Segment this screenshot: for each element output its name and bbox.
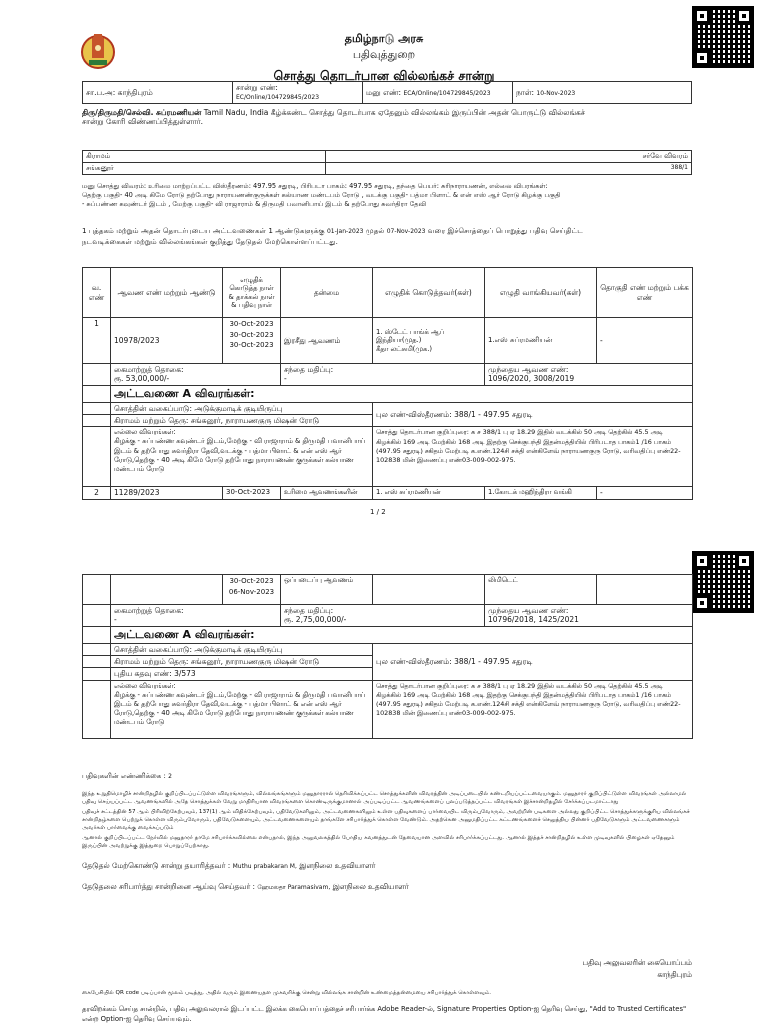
entry2-nature: உரிமை ஆவணங்களின்	[281, 487, 373, 499]
market-value: -	[284, 374, 287, 384]
entry2-claimants-cont: லிமிடெட்	[485, 575, 597, 605]
entry2-doc: 11289/2023	[111, 487, 223, 499]
survey-header: சர்வே விவரம்	[326, 151, 692, 163]
entry1-claimants: 1.எஸ் சுப்ரமணியன்	[485, 318, 597, 364]
date-label: நாள்:	[516, 87, 535, 97]
entry1-doc: 10978/2023	[111, 318, 223, 364]
record-count-label: பதிவுகளின் எண்ணிக்கை :	[82, 772, 166, 780]
disclaimer-paragraph: பதிவுச் சட்டத்தின் 57 ஆம் பிரிவிற்கேற்பவும், 137(1) ஆம் விதிக்கேற்பவும், பதிவேடுகளிலும், அட்டவணைகளிலும் உள்ள பதிவுகளைப் பார்வையிட விரும்புவோரும், அவற்றின் படிகளை அல்லது குறிப்பிட்ட சொத்துக்களுக்குரிய வில்லங்கச் சான்றிதழ்களை பெற்றுக் கொள்ள விரும்புவோரும், பதிவேடுகளையும், அட்டவணைகளையும் தாங்களே சரிபார்த்துக் கொள்ள வேண்டும். அதற்கென அனுமதிப்பட்ட கட்டணங்களைச் செலுத்திய பின்னர் பதிவேடுகளும் அட்டவணைகளும் அவர்கள் பார்வைக்கு வைக்கப்படும்	[82, 809, 690, 832]
office-name: சா.ப.அ: காந்திபுரம்	[83, 82, 233, 104]
verified-label: தேடுதலை சரிபார்த்து சான்றினை ஆய்வு செய்தவர் :	[82, 882, 256, 891]
survey-extent: புல எண்-விஸ்தீரணம்: 388/1 - 497.95 சதுரடி	[373, 402, 693, 427]
prepared-title: இளநிலை உதவியாளர்	[299, 861, 376, 870]
record-count-value: 2	[168, 773, 172, 780]
entry2-date: 30-Oct-2023	[229, 577, 274, 585]
prepared-label: தேடுதல் மேற்கொண்டு சான்று தயாரித்தவர் :	[82, 861, 231, 870]
page-number: 1 / 2	[370, 508, 386, 516]
prev-doc-value: 1096/2020, 3008/2019	[488, 374, 575, 384]
property-description-line: தெற்கு பகுதி- 40 அடி கிமே ரோடு தற்போது நாராயணண்குருக்கள் கல்யாண மண்டபம் ரோடு , வடக்கு பகுதி- பத்மா பிளாட் & என் எஸ் ஆர் ரோடு கிழக்கு பகுதி	[82, 191, 561, 200]
intro-text-line2: சான்று கோரி விண்ணப்பித்துள்ளார்.	[82, 117, 204, 127]
header-government: தமிழ்நாடு அரசு	[344, 32, 424, 45]
prop-type: சொத்தின் வகைப்பாடு: அடுக்குமாடிக் குடியிருப்பு	[111, 402, 373, 414]
col-executants: எழுதிக் கொடுத்தவர்(கள்)	[373, 268, 485, 318]
property-description-line: மனு சொத்து விவரம்: உரிமை மாற்றப்பட்ட விஸ்தீரணம்: 497.95 சதுரடி, பிரிபடா பாகம்: 497.95 சதுரடி, தந்தை பெயர்: சுரிநாராயணன், எல்லை விபரங்கள்:	[82, 182, 548, 190]
meta-table	[82, 81, 692, 104]
market-label: சந்தை மதிப்பு:	[284, 365, 334, 374]
property-remarks: சொத்து தொடர்பான குறிப்புரை: க ச 388/1 பு ஏ 18.29 இதில் வடக்கில் 50 அடி தெற்கில் 45.5 அடி கிழக்கில் 169 அடி மேற்கில் 168 அடி இதற்கு செக்குபந்தி இதன்மத்தியில் பிரிபடாத பாகம்1 /16 பாகம் (497.95 சதுரடி) சகிதம் மேற்படி க.எண்.124சி சக்தி என்கிளேவ் நாராயணகுரு ரோடு, வரிவதிப்பு எண்22-102838 மின் இணைப்பு எண்03-009-002-975.	[373, 427, 693, 487]
entry2-executants: 1. எஸ் சுப்ரமணியன்	[373, 487, 485, 499]
survey-extent: புல எண்-விஸ்தீரணம்: 388/1 - 497.95 சதுரடி	[373, 643, 693, 680]
prev-doc-label: முந்தைய ஆவண எண்:	[488, 365, 569, 374]
period-line2: நடவடிக்கைகள் மற்றும் வில்லங்கங்கள் குறித்து தேடுதல் மேற்கொள்ளப்பட்டது.	[82, 236, 338, 246]
verified-name: ஹேமலதா Paramasivam,	[257, 884, 331, 891]
market-label: சந்தை மதிப்பு:	[284, 606, 334, 615]
boundaries: எல்லை விவரங்கள்: கிழக்கு - சுப்பண்ண கவுண்டர் இடம்,மேற்கு - வி ராஜாராம் & திருமதி பவானிபாய் இடம் & தற்போது சுவர்திரா தேவி,வடக்கு - பத்மா பிளாட் & என் எஸ் ஆர் ரோடு,தெற்கு - 40 அடி கிமே ரோடு தற்போது நாராயணண் குருக்கள் கல்யாண மண்டபம் ரோடு	[111, 427, 373, 487]
search-period	[82, 226, 692, 247]
app-no: ECA/Online/104729845/2023	[403, 89, 491, 97]
entry2-nature-cont: ஒப்படைப்பு ஆவணம்	[281, 575, 373, 605]
cert-no: EC/Online/104729845/2023	[236, 94, 320, 102]
signature-block	[540, 958, 692, 980]
qr-note: கைபேசியில் QR code படிப்பான் மூலம் படித்து, அதில் வரும் இணையதள முகவரிக்கு சென்று வில்லங்க சான்றின் உண்மைத்தன்மையை சரிபார்த்துக் கொள்ளவும்.	[82, 990, 491, 996]
record-count	[82, 772, 172, 781]
property-description-line: - சுப்பண்ண கவுண்டர் இடம் , மேற்கு பகுதி- வி ராஜாராம் & திருமதி பவானிபாய் இடம் & தற்போது சுவர்திரா தேவி	[82, 200, 427, 209]
signature-place: காந்திபுரம்	[657, 970, 692, 980]
qr-code-icon	[692, 551, 754, 613]
entry1-sno: 1	[83, 318, 111, 364]
entry1-volume: -	[597, 318, 693, 364]
app-no-label: மனு எண்:	[366, 87, 402, 97]
disclaimer	[82, 790, 692, 850]
verified-title: இளநிலை உதவியாளர்	[332, 882, 409, 891]
header-department: பதிவுத்துறை	[352, 47, 416, 61]
consideration-label: கைமாற்றுத் தொகை:	[114, 606, 184, 615]
entry1-date: 30-Oct-2023	[229, 320, 274, 328]
verified-by	[82, 882, 409, 892]
property-description	[82, 182, 692, 210]
entry1-date: 30-Oct-2023	[229, 330, 274, 339]
property-remarks: சொத்து தொடர்பான குறிப்புரை: க ச 388/1 பு ஏ 18.29 இதில் வடக்கில் 50 அடி தெற்கில் 45.5 அடி கிழக்கில் 169 அடி மேற்கில் 168 அடி இதற்கு செக்குபந்தி இதன்மத்தியில் பிரிபடாத பாகம்1 /16 பாகம் (497.95 சதுரடி) சகிதம் மேற்படி க.எண்.124சி சக்தி என்கிளேவ் நாராயணகுரு ரோடு, வரிவதிப்பு எண்22-102838 மின் இணைப்பு எண்03-009-002-975.	[373, 680, 693, 738]
entry1-date: 30-Oct-2023	[229, 341, 274, 349]
consideration-value: ரூ. 53,00,000/-	[114, 374, 170, 384]
encumbrance-table	[82, 267, 693, 500]
intro-text: Tamil Nadu, India கீழ்க்கண்ட சொத்து தொடர்பாக ஏதேனும் வில்லங்கம் இருப்பின் அதன் பொருட்டு வில்லங்கச்	[201, 108, 585, 117]
table-row	[83, 575, 693, 605]
period-to: 07-Nov-2023	[386, 228, 426, 235]
table-row	[83, 487, 693, 499]
market-value: ரூ. 2,75,00,000/-	[284, 615, 347, 625]
entry2-claimants: 1.கோடக் மஹிந்திரா வங்கி	[485, 487, 597, 499]
col-claimants: எழுதி வாங்கியவர்(கள்)	[485, 268, 597, 318]
page-title: சொத்து தொடர்பான வில்லங்கச் சான்று	[273, 67, 495, 83]
col-dates: எழுதிக் கொடுத்த நாள் & தாக்கல் நாள் & பதிவு நாள்	[223, 268, 281, 318]
village-street: கிராமம் மற்றும் தெரு: சங்கனூர், நாராயணகுரு மிஷன் ரோடு	[111, 414, 373, 426]
consideration-label: கைமாற்றுத் தொகை:	[114, 365, 184, 374]
period-suffix: வரை இச்சொத்தைப் பொறுத்து பதிவு செய்திட்ட	[427, 226, 583, 235]
consideration-value: -	[114, 615, 117, 625]
table-row	[83, 318, 693, 364]
col-doc: ஆவண எண் மற்றும் ஆண்டு	[111, 268, 223, 318]
village-street: கிராமம் மற்றும் தெரு: சங்கனூர், நாராயணகுரு மிஷன் ரோடு	[111, 655, 373, 667]
disclaimer-paragraph: ஆனால் குறிப்பிடப்பட்ட நேர்வில் மனுதாரர் தாமே சரிபார்க்கவில்லை என்பதால், இந்த அலுவலகத்தில் போதிய கவனத்துடன் தேவையான அளவில் சரிபார்க்கப்பட்டது. ஆனால் இத்தச் சான்றிதழில் உள்ள முடிவுகளில் பிழைகள் ஏதேனும் இருப்பின் அவற்றுக்கு இத்துறை பொறுப்பேற்காது.	[82, 834, 675, 849]
signature-title: பதிவு அலுவலரின் கையொப்பம்	[582, 958, 692, 967]
col-nature: தன்மை	[281, 268, 373, 318]
annex-title: அட்டவணை A விவரங்கள்:	[114, 386, 255, 400]
prepared-by	[82, 861, 375, 871]
entry1-executants: 1. ஸ்டேட் பாங்க் ஆப் இந்தியா(முத.) கீதா லட்சுமி(முக.)	[373, 318, 485, 364]
entry2-date: 30-Oct-2023	[223, 487, 281, 499]
period-prefix: 1 புத்தகம் மற்றும் அதன் தொடர்புடைய அட்டவணைகள் 1 ஆண்டுகளுக்கு	[82, 226, 325, 235]
period-from: 01-Jan-2023	[326, 228, 364, 235]
entry2-date: 06-Nov-2023	[228, 588, 275, 597]
prev-doc-label: முந்தைய ஆவண எண்:	[488, 606, 569, 615]
cert-no-label: சான்று எண்:	[236, 83, 278, 92]
signature-note: தரவிறக்கம் செய்த சான்றில், பதிவு அலுவலரால் இடப்பட்ட இலக்க கையொப்பத்தைச் சரிபார்க்க Adobe Reader-ல், Signature Properties Option-ஐ தெரிவு செய்து, "Add to Trusted Certificates" என்ற Option-ஐ தெரிவு செய்யவும்.	[82, 1005, 687, 1024]
entry2-sno: 2	[83, 487, 111, 499]
boundaries: எல்லை விவரங்கள்: கிழக்கு - சுப்பண்ண கவுண்டர் இடம்,மேற்கு - வி ராஜாராம் & திருமதி பவானிபாய் இடம் & தற்போது சுவர்திரா தேவி,வடக்கு - பத்மா பிளாட் & என் எஸ் ஆர் ரோடு,தெற்கு - 40 அடி கிமே ரோடு தற்போது நாராயணண் குருக்கள் கல்யாண மண்டபம் ரோடு	[111, 680, 373, 738]
col-sno: வ. எண்	[83, 268, 111, 318]
encumbrance-table-continued	[82, 574, 693, 739]
village-table	[82, 150, 692, 175]
intro-paragraph	[82, 108, 692, 127]
applicant-name: திரு/திருமதி/செல்வி. சுப்ரமணியன்	[82, 108, 202, 117]
door-no: புதிய கதவு எண்: 3/573	[111, 668, 373, 680]
disclaimer-paragraph: இந்த உறுதிமொழிச் சான்றிதழில் குறிப்பிடப்பட்டுள்ள விவரங்களும், வில்லங்கங்களும் மனுதாரரால் தெரிவிக்கப்பட்ட சொத்துக்களின் விவரத்தின் அடிப்படையில் கண்டறியப்பட்டவையாகும். மனுதாரர் குறிப்பிட்டுள்ள விவரங்கள் அல்லாமல் பதிவு செய்யப்பட்ட ஆவணங்களில் அதே சொத்துக்கள் வேறு மாதிரியான விவரங்களை கொண்டிருக்குமானால் அப்படிப்பட்ட ஆவணங்களைப் புலப்படுத்தப்பட்ட விவரங்கள் இச்சான்றிதழில் சேர்க்கப்படமாட்டாது	[82, 791, 687, 806]
prop-type: சொத்தின் வகைப்பாடு: அடுக்குமாடிக் குடியிருப்பு	[111, 643, 373, 655]
entry2-volume: -	[597, 487, 693, 499]
survey-value: 388/1	[326, 162, 692, 174]
prepared-name: Muthu prabakaran M,	[232, 863, 297, 870]
date-value: 10-Nov-2023	[536, 89, 576, 97]
entry1-nature: இரசீது ஆவணம்	[281, 318, 373, 364]
village-value: சங்கனூர்	[83, 162, 326, 174]
period-mid: முதல்	[365, 226, 385, 235]
prev-doc-value: 10796/2018, 1425/2021	[488, 615, 579, 625]
village-header: கிராமம்	[83, 151, 326, 163]
annex-title: அட்டவணை A விவரங்கள்:	[114, 627, 255, 641]
col-volume: தொகுதி எண் மற்றும் பக்க எண்	[597, 268, 693, 318]
